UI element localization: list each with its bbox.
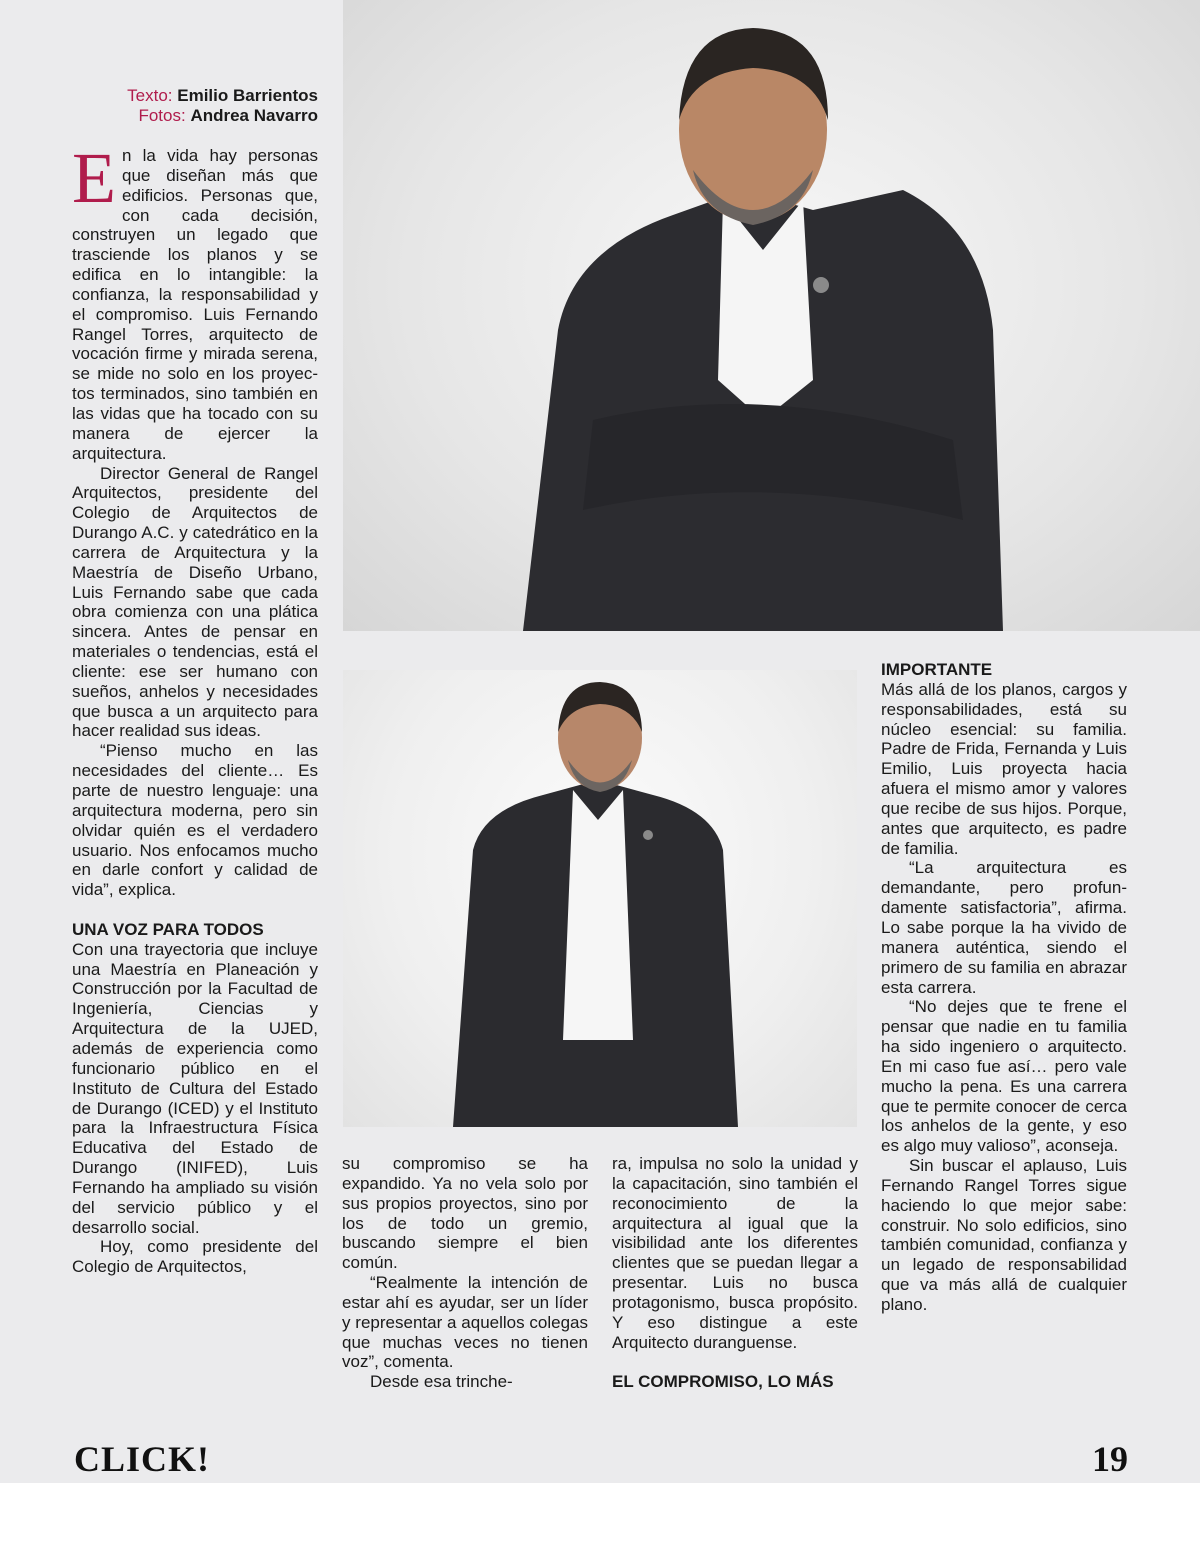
section-heading: EL COMPROMISO, LO MÁS bbox=[612, 1372, 834, 1392]
paragraph: Más allá de los planos, cargos y responsabilidades, está su núcleo esencial: su familia. Padre de Frida, Fernanda y Luis Emilio, Luis proyecta hacia afuera el mismo amor y valores que recibe de sus hijos. Porque, antes que arquitecto, es padre de familia. bbox=[881, 679, 1127, 858]
drop-cap: E bbox=[72, 138, 116, 218]
portrait-arms-crossed-photo bbox=[343, 0, 1200, 631]
photo-credit bbox=[70, 106, 318, 126]
text-credit-label: Texto: bbox=[127, 86, 173, 105]
paragraph: “No dejes que te frene el pensar que nadie en tu familia ha sido ingeniero o arquitecto. En mi caso fue así… pero vale mucho la pena. Es una carrera que te permite conocer de cerca los anhelos de la gente, y eso es algo muy valioso”, aconseja. bbox=[881, 997, 1127, 1156]
paragraph: “La arquitectura es demandante, pero profundamente satisfactoria”, afirma. Lo sabe porque la ha vivido de manera auténtica, siendo el primero de su familia en abrazar esta carrera. bbox=[881, 858, 1127, 997]
paragraph: ra, impulsa no solo la unidad y la capacitación, sino también el reconocimiento de la arquitectura al igual que la visibilidad ante los diferentes clientes que se puedan llegar a presentar. Luis no busca protagonismo, busca propósito. Y eso distingue a este Arquitecto duranguense. bbox=[612, 1154, 858, 1352]
paragraph: su compromiso se ha expandido. Ya no vela solo por sus propios proyectos, sino por los de todo un gremio, buscando siempre el bien común. bbox=[342, 1154, 588, 1273]
paragraph: Hoy, como presidente del Colegio de Arquitectos, bbox=[72, 1237, 318, 1277]
opening-paragraph bbox=[72, 138, 318, 464]
bottom-margin bbox=[0, 1483, 1200, 1549]
article-column-2 bbox=[342, 1154, 588, 1392]
portrait-standing-photo bbox=[343, 670, 857, 1127]
opening-text: n la vida hay personas que diseñan más que edificios. Personas que, con cada decisión, construyen un legado que trasciende los planos y se edifica en lo intangible: la confianza, la responsabilidad y el compromiso. Luis Fernando Rangel Torres, arquitecto de vocación firme y mirada serena, se mide no solo en los proyectos terminados, sino también en las vidas que ha tocado con su manera de ejercer la arquitectura. bbox=[72, 146, 318, 463]
photo-credits bbox=[70, 86, 318, 126]
paragraph: “Realmente la intención de estar ahí es ayudar, ser un líder y representar a aquellos colegas que muchas veces no tienen voz”, comenta. bbox=[342, 1273, 588, 1372]
paragraph: “Pienso mucho en las necesidades del cliente… Es parte de nuestro lenguaje: una arquitectura moderna, pero sin olvidar quién es el verdadero usuario. Nos enfocamos mucho en darle confort y calidad de vida”, explica. bbox=[72, 741, 318, 900]
paragraph: Con una trayectoria que incluye una Maestría en Planeación y Construcción por la Facultad de Ingeniería, Ciencias y Arquitectura de la UJED, además de experiencia como funcionario público en el Instituto de Cultura del Estado de Durango (ICED) y el Instituto para la Infraestructura Física Educativa del Estado de Durango (INIFED), Luis Fernando ha ampliado su visión del servicio público y el desarrollo social. bbox=[72, 939, 318, 1237]
photo-credit-label: Fotos: bbox=[138, 106, 186, 125]
text-credit bbox=[70, 86, 318, 106]
section-heading: UNA VOZ PARA TODOS bbox=[72, 919, 264, 939]
page-number: 19 bbox=[1092, 1439, 1128, 1479]
paragraph: Desde esa trinche- bbox=[370, 1372, 513, 1392]
paragraph: Director General de Rangel Arquitectos, presidente del Colegio de Arquitectos de Durango A.C. y catedrático en la carrera de Arquitectura y la Maestría de Diseño Urbano, Luis Fernando sabe que cada obra comienza con una plática sincera. Antes de pensar en materiales o tendencias, está el cliente: ese ser humano con sueños, anhelos y necesidades que busca a un arquitecto para hacer realidad sus ideas. bbox=[72, 463, 318, 741]
article-column-4 bbox=[881, 660, 1127, 1315]
article-column-3 bbox=[612, 1154, 858, 1392]
photo-credit-name: Andrea Navarro bbox=[190, 106, 318, 125]
text-credit-name: Emilio Barrientos bbox=[177, 86, 318, 105]
magazine-logo: CLICK! bbox=[74, 1439, 211, 1479]
section-heading: IMPORTANTE bbox=[881, 660, 993, 679]
article-column-1 bbox=[72, 138, 318, 1277]
paragraph: Sin buscar el aplauso, Luis Fernando Rangel Torres sigue haciendo lo que mejor sabe: construir. No solo edificios, sino también comunidad, confianza y un legado de responsabilidad que va más allá de cualquier plano. bbox=[881, 1156, 1127, 1314]
